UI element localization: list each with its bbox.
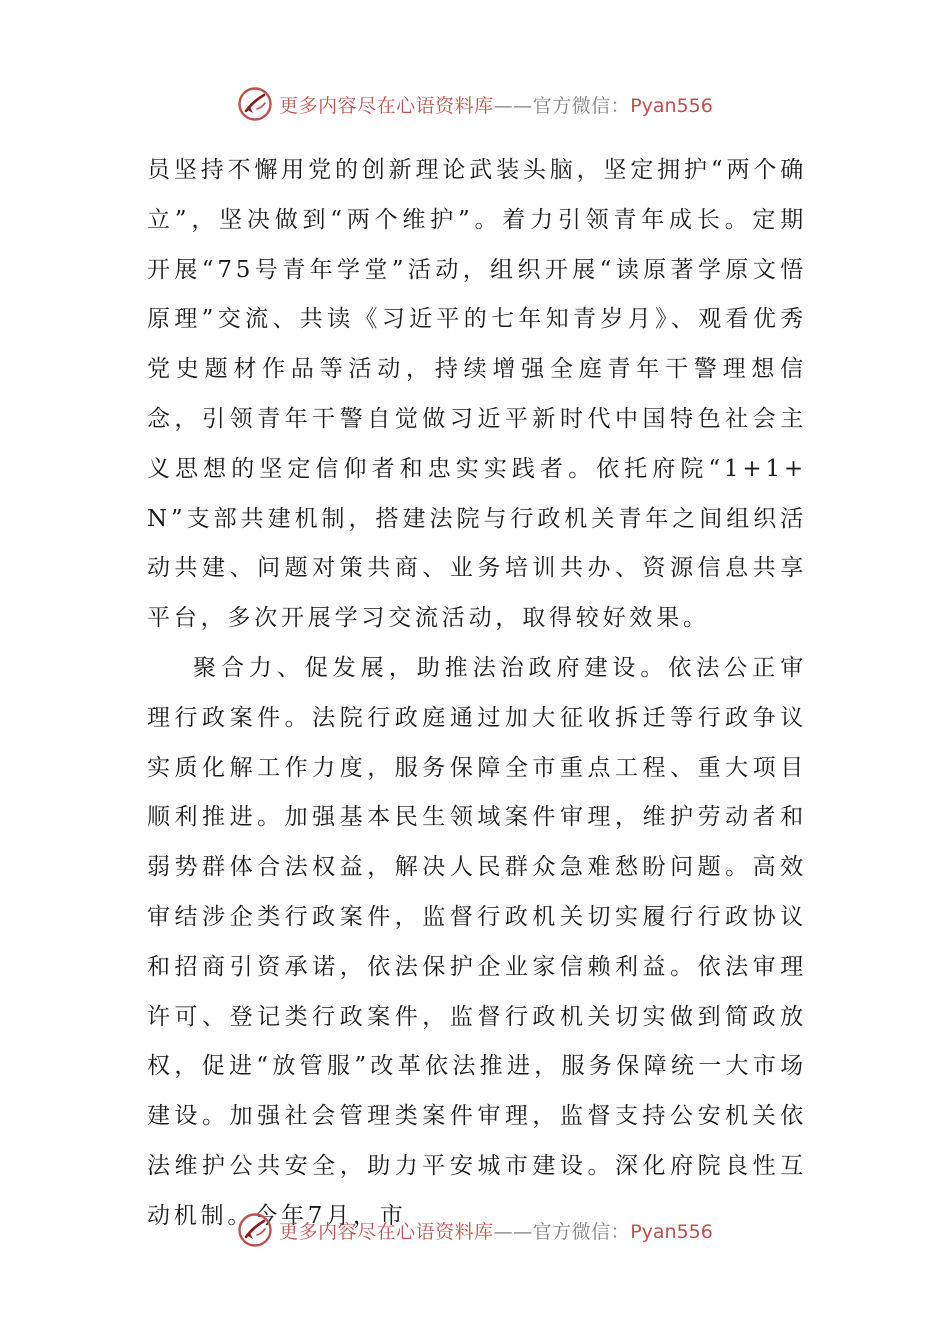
paragraph-1: 员坚持不懈用党的创新理论武装头脑，坚定拥护“两个确立”，坚决做到“两个维护”。着力引领青年成长。定期开展“75号青年学堂”活动，组织开展“读原著学原文悟原理”交流、共读《习近平的七年知青岁月》、观看优秀党史题材作品等活动，持续增强全庭青年干警理想信念，引领青年干警自觉做习近平新时代中国特色社会主义思想的坚定信仰者和忠实实践者。依托府院“1+1+N”支部共建机制，搭建法院与行政机关青年之间组织活动共建、问题对策共商、业务培训共办、资源信息共享平台，多次开展学习交流活动，取得较好效果。 (147, 157, 807, 632)
banner-wechat-id: Pyan556 (630, 94, 713, 117)
paragraph-2: 聚合力、促发展，助推法治政府建设。依法公正审理行政案件。法院行政庭通过加大征收拆迁等行政争议实质化解工作力度，服务保障全市重点工程、重大项目顺利推进。加强基本民生领域案件审理，维护劳动者和弱势群体合法权益，解决人民群众急难愁盼问题。高效审结涉企类行政案件，监督行政机关切实履行行政协议和招商引资承诺，依法保护企业家信赖利益。依法审理许可、登记类行政案件，监督行政机关切实做到简政放权，促进“放管服”改革依法推进，服务保障统一大市场建设。加强社会管理类案件审理，监督支持公安机关依法维护公共安全，助力平安城市建设。深化府院良性互动机制。今年7月，市 (147, 654, 807, 1229)
document-body (147, 146, 807, 1242)
header-banner (0, 84, 950, 124)
banner-wechat-id: Pyan556 (630, 1220, 713, 1243)
banner-dash: —— (493, 94, 533, 117)
banner-dash: —— (493, 1220, 533, 1243)
pen-circle-logo-icon (237, 1212, 273, 1248)
banner-suffix: 官方微信： (532, 1220, 631, 1243)
banner-label: 更多内容尽在心语资料库 (279, 1220, 494, 1243)
footer-banner-text (279, 1217, 713, 1244)
banner-label: 更多内容尽在心语资料库 (279, 94, 494, 117)
footer-banner (0, 1210, 950, 1250)
header-banner-text (279, 91, 713, 118)
banner-suffix: 官方微信： (532, 94, 631, 117)
pen-circle-logo-icon (237, 86, 273, 122)
